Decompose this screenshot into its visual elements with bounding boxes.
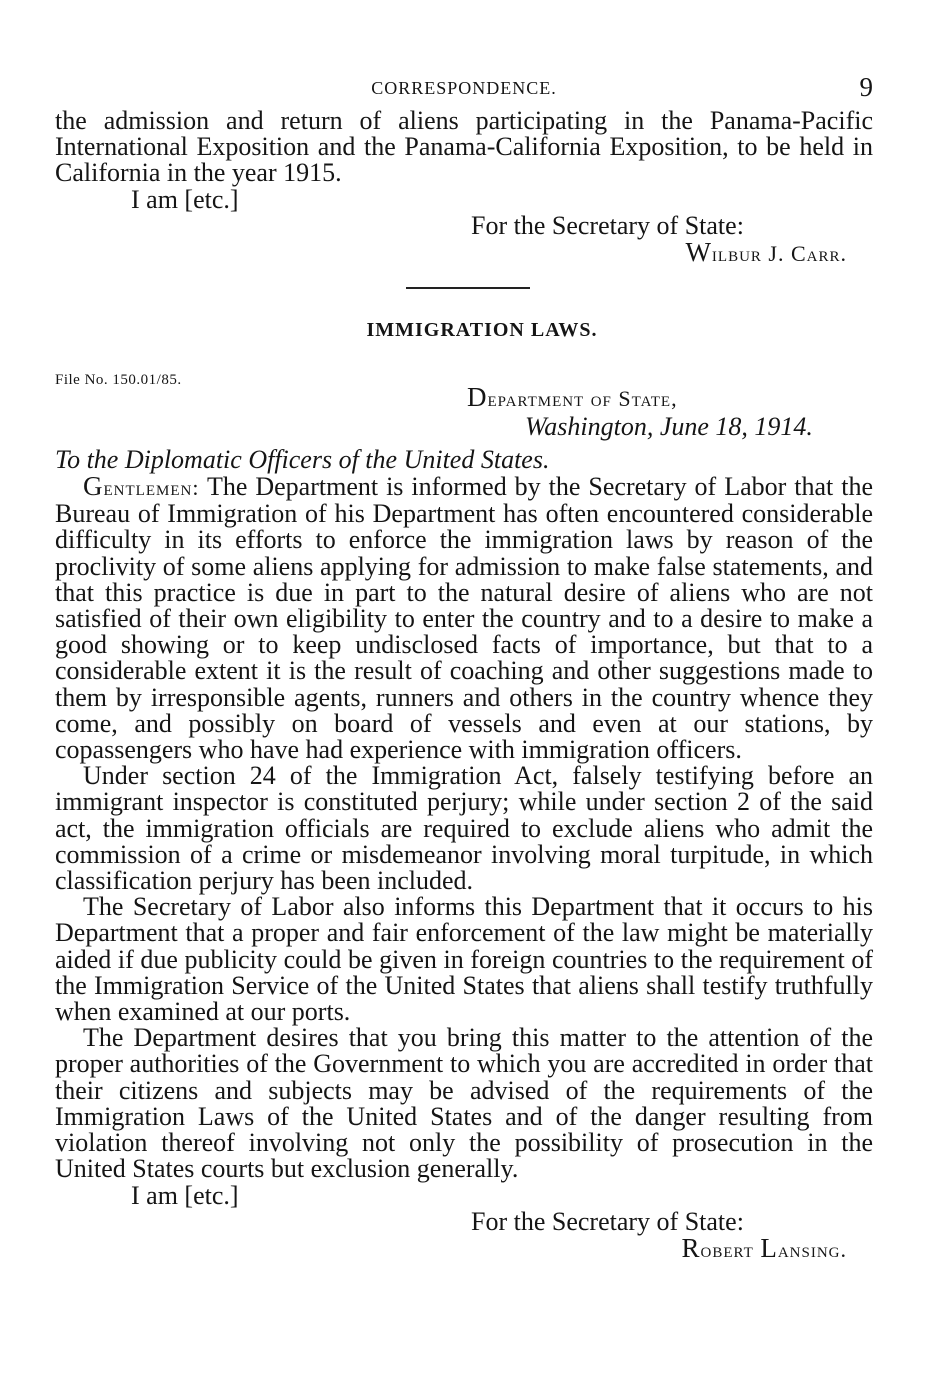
paragraph-1-text: The Department is informed by the Secretary of Labor that the Bureau of Immigration of his Department has often encountered considerable difficulty in its efforts to enforce the immigration laws by reason of the proclivity of some aliens applying for admission to make false statements, and that this practice is due in part to the natural desire of aliens who are not satisfied of their own eligibility to enter the country and to a desire to make a good showing or to keep undisclosed facts of importance, but that to a considerable extent it is the result of coaching and other suggestions made to them by irresponsible agents, runners and others in the country whence they come, and possibly on board of vessels and even at our stations, by copassengers who have had experience with immigration officers. <box>55 472 873 765</box>
salutation-initial: G <box>83 471 104 502</box>
running-head <box>55 72 873 108</box>
signature-initial: W <box>685 237 712 268</box>
section-title: IMMIGRATION LAWS. <box>366 319 598 342</box>
page-number: 9 <box>859 72 873 102</box>
salutation <box>83 471 200 502</box>
file-number: File No. 150.01/85. <box>55 372 182 389</box>
department-initial: D <box>467 382 488 413</box>
signature-initial-first: R <box>681 1232 701 1263</box>
carryover-paragraph: the admission and return of aliens participating in the Panama-Pacific International Exposition and the Panama-California Exposition, to be held in California in the year 1915. <box>55 106 873 188</box>
signature-block-2 <box>471 1206 873 1263</box>
department-rest: epartment of State, <box>487 386 678 412</box>
department-line <box>467 383 873 413</box>
body-paragraph-2: Under section 24 of the Immigration Act, falsely testifying before an immigrant inspector is constituted perjury; while under section 2 of the said act, the immigration officials are required to exclude aliens who admit the commission of a crime or misdemeanor involving moral turpitude, in which classification perjury has been included. <box>55 761 873 896</box>
letter-heading <box>467 383 873 441</box>
signature-for-line-2: For the Secretary of State: <box>471 1206 744 1236</box>
signature-block <box>471 210 873 268</box>
signature-name <box>471 239 873 267</box>
document-page <box>55 72 873 1263</box>
running-title: CORRESPONDENCE. <box>371 78 557 98</box>
closing-line-2: I am [etc.] <box>131 1180 239 1210</box>
signature-rest: ilbur J. Carr. <box>711 241 847 267</box>
closing-line: I am [etc.] <box>131 184 239 214</box>
body-paragraph-4: The Department desires that you bring this matter to the attention of the proper authorities of the Government to which you are accredited in order that their citizens and subjects may be advised of the requirements of the Immigration Laws of the United States and of the danger resulting from violation thereof involving not only the possibility of prosecution in the United States courts but exclusion generally. <box>55 1023 873 1184</box>
body-paragraph-3: The Secretary of Labor also informs this Department that it occurs to his Department that a proper and fair enforcement of the law might be materially aided if due publicity could be given in foreign countries to the requirement of the Immigration Service of the United States that aliens shall testify truthfully when examined at our ports. <box>55 892 873 1027</box>
salutation-rest: entlemen: <box>103 475 200 501</box>
signature-name-2 <box>471 1232 873 1263</box>
signature-initial-last: L <box>760 1232 778 1263</box>
dateline: Washington, June 18, 1914. <box>525 412 813 442</box>
letter-address: To the Diplomatic Officers of the United States. <box>55 445 550 475</box>
signature-mid: obert <box>700 1236 761 1262</box>
section-divider <box>406 287 530 289</box>
signature-rest-2: ansing. <box>777 1236 847 1262</box>
body-paragraph-1 <box>55 473 873 763</box>
signature-for-line: For the Secretary of State: <box>471 210 744 240</box>
